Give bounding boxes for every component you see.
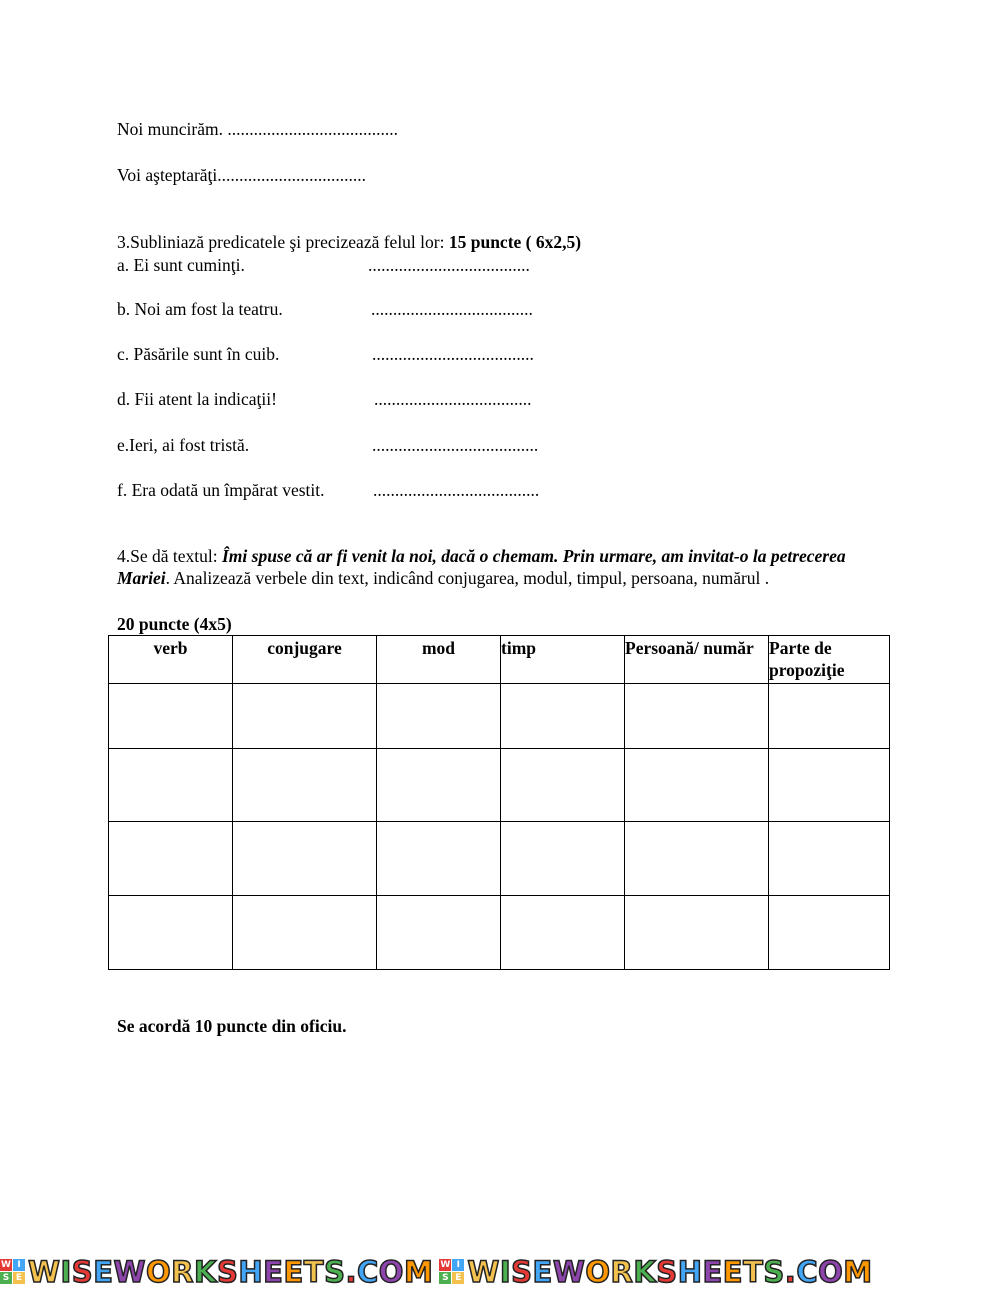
table-cell[interactable] (625, 749, 769, 822)
table-cell[interactable] (625, 822, 769, 896)
task3-heading (117, 231, 581, 253)
table-cell[interactable] (769, 896, 890, 970)
table-cell[interactable] (625, 896, 769, 970)
table-cell[interactable] (109, 822, 233, 896)
table-cell[interactable] (233, 822, 377, 896)
table-row (109, 896, 890, 970)
task4-quoted-text: Îmi spuse că ar fi venit la noi, dacă o chemam. Prin urmare, am invitat-o la petrecerea Mariei (117, 546, 846, 588)
logo-letter: W (1, 1260, 11, 1270)
task3-item-d: d. Fii atent la indicaţii! (117, 389, 277, 409)
header-persoana-numar: Persoană/ număr (625, 636, 769, 684)
task3-answer-blank-e[interactable]: ...................................... (372, 435, 539, 455)
table-cell[interactable] (233, 684, 377, 749)
task3-item-c: c. Păsările sunt în cuib. (117, 344, 280, 364)
task4-points: 20 puncte (4x5) (117, 614, 232, 634)
task4-intro: 4.Se dă textul: (117, 546, 222, 566)
wiseworksheets-logo-icon (0, 1259, 25, 1284)
table-cell[interactable] (501, 896, 625, 970)
header-timp: timp (501, 636, 625, 684)
task3-item-e: e.Ieri, ai fost tristă. (117, 435, 250, 455)
wiseworksheets-logo-icon (439, 1259, 464, 1284)
task3-intro: 3.Subliniază predicatele şi precizează felul lor: (117, 232, 449, 252)
task3-item-b: b. Noi am fost la teatru. (117, 299, 283, 319)
watermark-brand (0, 1255, 433, 1289)
logo-letter: W (440, 1260, 451, 1270)
table-cell[interactable] (501, 822, 625, 896)
table-row (109, 822, 890, 896)
table-cell[interactable] (377, 822, 501, 896)
watermark-text: WISEWORKSHEETS.COM (467, 1254, 873, 1289)
logo-letter: S (0, 1272, 12, 1284)
table-cell[interactable] (625, 684, 769, 749)
logo-letter: I (13, 1259, 25, 1271)
table-cell[interactable] (109, 896, 233, 970)
table-cell[interactable] (501, 684, 625, 749)
table-cell[interactable] (109, 684, 233, 749)
table-cell[interactable] (233, 749, 377, 822)
task3-points: 15 puncte ( 6x2,5) (448, 232, 582, 252)
table-cell[interactable] (233, 896, 377, 970)
header-mod: mod (377, 636, 501, 684)
line-noi-muncirăm: Noi muncirăm. ....................................... (117, 119, 398, 139)
table-cell[interactable] (769, 749, 890, 822)
watermark-footer (0, 1252, 1000, 1291)
logo-letter: E (452, 1272, 464, 1284)
table-header-row (109, 636, 890, 684)
header-verb: verb (109, 636, 233, 684)
table-cell[interactable] (377, 684, 501, 749)
table-cell[interactable] (377, 749, 501, 822)
table-cell[interactable] (769, 822, 890, 896)
logo-letter: I (452, 1259, 464, 1271)
task3-answer-blank-b[interactable]: ..................................... (371, 299, 533, 319)
table-row (109, 684, 890, 749)
task4-paragraph (117, 545, 877, 589)
table-cell[interactable] (501, 749, 625, 822)
task3-answer-blank-c[interactable]: ..................................... (372, 344, 534, 364)
logo-letter: E (13, 1272, 25, 1284)
task3-item-f: f. Era odată un împărat vestit. (117, 480, 325, 500)
table-row (109, 749, 890, 822)
logo-letter: S (439, 1272, 451, 1284)
table-cell[interactable] (109, 749, 233, 822)
watermark-brand (439, 1255, 872, 1289)
task3-answer-blank-f[interactable]: ...................................... (373, 480, 540, 500)
task3-answer-blank-a[interactable]: ..................................... (368, 255, 530, 275)
table-cell[interactable] (377, 896, 501, 970)
watermark-text: WISEWORKSHEETS.COM (28, 1254, 434, 1289)
line-voi-asteptarati: Voi aşteptarăţi.................................. (117, 165, 367, 185)
task3-item-a: a. Ei sunt cuminţi. (117, 255, 245, 275)
header-parte-de-propozitie: Parte de propoziţie (769, 636, 890, 684)
footer-note: Se acordă 10 puncte din oficiu. (117, 1016, 347, 1036)
task4-instruction: . Analizează verbele din text, indicând conjugarea, modul, timpul, persoana, numărul . (165, 568, 770, 588)
header-conjugare: conjugare (233, 636, 377, 684)
verb-analysis-table (108, 635, 890, 970)
task3-answer-blank-d[interactable]: .................................... (374, 389, 532, 409)
table-cell[interactable] (769, 684, 890, 749)
